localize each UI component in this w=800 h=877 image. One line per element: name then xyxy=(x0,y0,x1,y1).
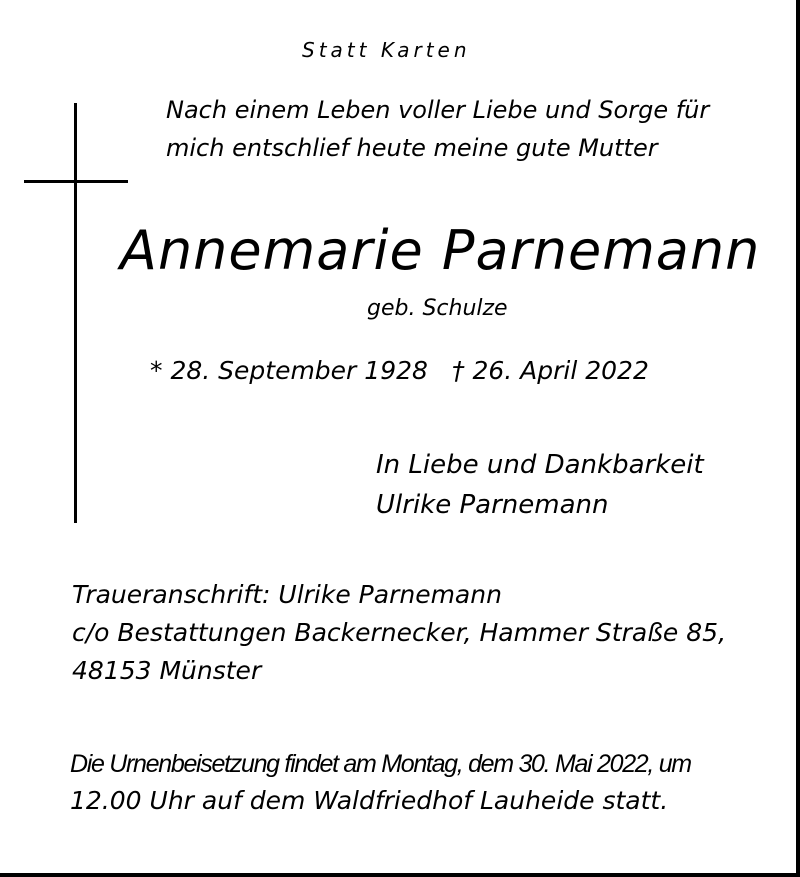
cross-horizontal-bar xyxy=(24,180,128,183)
cross-vertical-bar xyxy=(74,103,77,523)
signatory-name: Ulrike Parnemann xyxy=(376,490,609,520)
address-line-1: Traueranschrift: Ulrike Parnemann xyxy=(72,580,502,609)
birth-name: geb. Schulze xyxy=(367,296,508,321)
intro-line-1: Nach einem Leben voller Liebe und Sorge für xyxy=(166,96,710,124)
burial-info-line-1: Die Urnenbeisetzung findet am Montag, dem 30. Mai 2022, um xyxy=(70,750,691,778)
address-line-3: 48153 Münster xyxy=(72,656,262,685)
intro-line-2: mich entschlief heute meine gute Mutter xyxy=(166,134,658,162)
address-line-2: c/o Bestattungen Backernecker, Hammer Straße 85, xyxy=(72,618,727,647)
deceased-name: Annemarie Parnemann xyxy=(120,219,761,282)
thanks-line-1: In Liebe und Dankbarkeit xyxy=(376,450,704,480)
birth-date: * 28. September 1928 xyxy=(150,356,428,385)
death-date: † 26. April 2022 xyxy=(452,356,649,385)
burial-info-line-2: 12.00 Uhr auf dem Waldfriedhof Lauheide statt. xyxy=(70,786,669,815)
header-text: Statt Karten xyxy=(302,38,471,62)
